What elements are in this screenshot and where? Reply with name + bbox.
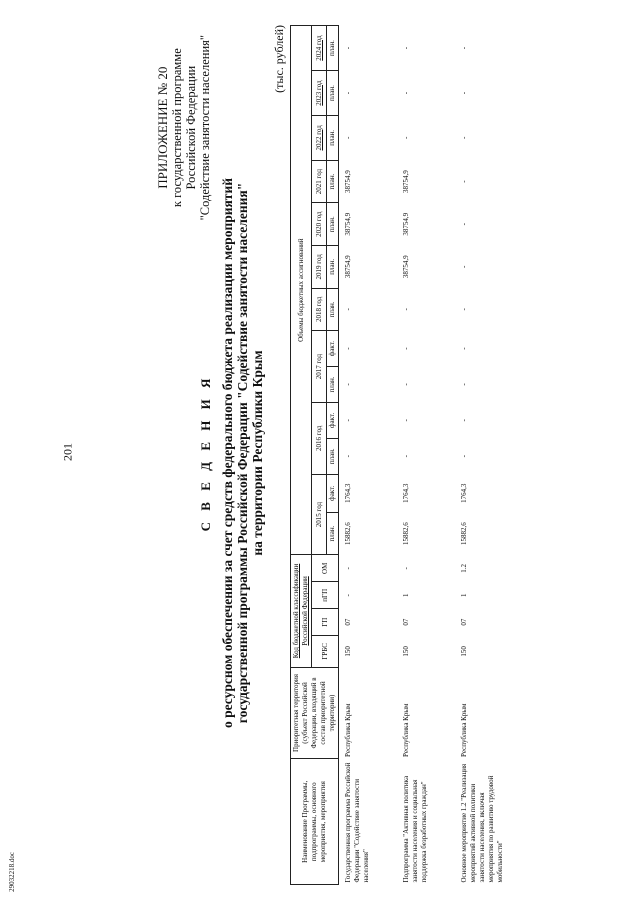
- plan-header: план.: [327, 288, 339, 331]
- row-territory: Республика Крым: [401, 703, 410, 757]
- plan-header: план.: [327, 367, 339, 403]
- table-row: [339, 26, 397, 885]
- year-2016-header: 2016 год: [312, 402, 327, 474]
- cell-2016-fact: -: [459, 419, 468, 422]
- cell-2024: -: [344, 46, 352, 50]
- year-2019-header: 2019 год: [312, 245, 327, 288]
- cell-2017-plan: -: [459, 383, 468, 386]
- cell-grbs: 150: [459, 646, 468, 657]
- document-heading: [198, 13, 265, 893]
- cell-2024: -: [401, 46, 410, 50]
- cell-gp: 07: [344, 618, 352, 626]
- plan-header: план.: [327, 512, 339, 555]
- plan-header: план.: [327, 71, 339, 116]
- page-number: 201: [60, 443, 75, 461]
- budget-table: [290, 25, 565, 885]
- cell-2019: 38754,9: [401, 255, 410, 279]
- rotated-document-body: [150, 13, 640, 893]
- plan-header: план.: [327, 160, 339, 203]
- col-budget-code-header: Код бюджетной классификации Российской Федерации: [291, 555, 312, 667]
- cell-2016-plan: -: [344, 455, 352, 458]
- fact-header: факт.: [327, 474, 339, 512]
- cell-2018: -: [344, 308, 352, 311]
- year-2018-header: 2018 год: [312, 288, 327, 331]
- cell-2019: 38754,9: [344, 255, 352, 279]
- cell-2022: -: [401, 136, 410, 140]
- units-label: (тыс. рублей): [272, 25, 286, 93]
- cell-2015-fact: 1764,3: [401, 483, 410, 503]
- plan-header: план.: [327, 115, 339, 160]
- cell-om: -: [401, 567, 410, 570]
- table-row: [397, 26, 455, 885]
- file-name: 29032218.doc: [8, 852, 16, 892]
- row-name: Подпрограмма "Активная политика занятости населения и социальная поддержка безработных граждан": [401, 775, 428, 883]
- cell-2015-plan: 15882,6: [344, 522, 352, 545]
- col-volumes-header: Объемы бюджетных ассигнований: [291, 26, 312, 555]
- row-territory: Республика Крым: [344, 703, 352, 757]
- cell-2019: -: [459, 265, 468, 268]
- cell-2015-plan: 15882,6: [459, 522, 468, 545]
- cell-2016-plan: -: [401, 455, 410, 458]
- heading-line: о ресурсном обеспечении за счет средств федерального бюджета реализации мероприятий: [220, 178, 235, 728]
- cell-2020: -: [459, 223, 468, 226]
- cell-2021: 38754,9: [344, 170, 352, 193]
- cell-2021: -: [459, 180, 468, 183]
- plan-header: план.: [327, 438, 339, 474]
- year-2023-header: 2023 год: [312, 71, 327, 116]
- cell-2017-plan: -: [401, 383, 410, 386]
- cell-2016-fact: -: [344, 419, 352, 422]
- table-row: [455, 26, 565, 885]
- cell-gp: 07: [401, 618, 410, 626]
- cell-2018: -: [459, 308, 468, 311]
- cell-2022: -: [459, 136, 468, 140]
- year-2024-header: 2024 год: [312, 26, 327, 71]
- cell-2020: 38754,9: [344, 212, 352, 236]
- cell-2021: 38754,9: [401, 170, 410, 193]
- cell-om: -: [344, 567, 352, 570]
- plan-header: план.: [327, 245, 339, 288]
- cell-2024: -: [459, 46, 468, 50]
- row-name: Основное мероприятие 1.2 "Реализация мероприятий активной политики занятости населения, включая мероприятия по развитию трудовой мобильности": [459, 763, 504, 883]
- cell-2017-fact: -: [459, 347, 468, 350]
- cell-2016-fact: -: [401, 419, 410, 422]
- cell-grbs: 150: [401, 646, 410, 657]
- cell-2023: -: [459, 91, 468, 95]
- cell-2018: -: [401, 308, 410, 311]
- heading-line: государственной программы Российской Федерации "Содействие занятости населения": [235, 182, 250, 724]
- plan-header: план.: [327, 203, 339, 246]
- cell-2017-fact: -: [401, 347, 410, 350]
- col-grbs-header: ГРБС: [312, 636, 339, 667]
- row-name: Государственная программа Российской Федерации "Содействие занятости населения": [344, 762, 370, 883]
- heading-title: С В Е Д Е Н И Я: [198, 374, 213, 532]
- cell-2022: -: [344, 136, 352, 140]
- col-name-header: Наименование Программы, подпрограммы, основного мероприятия, мероприятия: [291, 759, 339, 885]
- cell-2015-fact: 1764,3: [344, 483, 352, 503]
- row-territory: Республика Крым: [459, 703, 468, 757]
- col-om-header: ОМ: [312, 555, 339, 582]
- cell-2015-plan: 15882,6: [401, 522, 410, 545]
- cell-gp: 07: [459, 618, 468, 626]
- cell-2015-fact: 1764,3: [459, 483, 468, 503]
- cell-2016-plan: -: [459, 455, 468, 458]
- annex-line: Российской Федерации: [184, 65, 198, 190]
- annex-line: к государственной программе: [170, 48, 184, 208]
- cell-grbs: 150: [344, 646, 352, 657]
- fact-header: факт.: [327, 402, 339, 438]
- year-2022-header: 2022 год: [312, 115, 327, 160]
- annex-title: ПРИЛОЖЕНИЕ № 20: [155, 66, 170, 189]
- col-pgp-header: пГП: [312, 582, 339, 609]
- year-2017-header: 2017 год: [312, 331, 327, 403]
- cell-om: 1.2: [459, 563, 468, 573]
- cell-pgp: 1: [459, 593, 468, 598]
- year-2020-header: 2020 год: [312, 203, 327, 246]
- col-territory-header: Приоритетная территория (субъект Российской Федерации, входящий в состав приоритетной территории): [291, 667, 339, 759]
- year-2021-header: 2021 год: [312, 160, 327, 203]
- cell-pgp: 1: [401, 593, 410, 598]
- plan-header: план.: [327, 26, 339, 71]
- cell-2017-fact: -: [344, 347, 352, 350]
- heading-line: на территории Республики Крым: [250, 350, 265, 556]
- col-gp-header: ГП: [312, 609, 339, 636]
- cell-2023: -: [344, 91, 352, 95]
- cell-2023: -: [401, 91, 410, 95]
- year-2015-header: 2015 год: [312, 474, 327, 555]
- annex-line: "Содействие занятости населения": [198, 35, 212, 221]
- cell-2017-plan: -: [344, 383, 352, 386]
- cell-2020: 38754,9: [401, 212, 410, 236]
- cell-pgp: -: [344, 594, 352, 597]
- fact-header: факт.: [327, 331, 339, 367]
